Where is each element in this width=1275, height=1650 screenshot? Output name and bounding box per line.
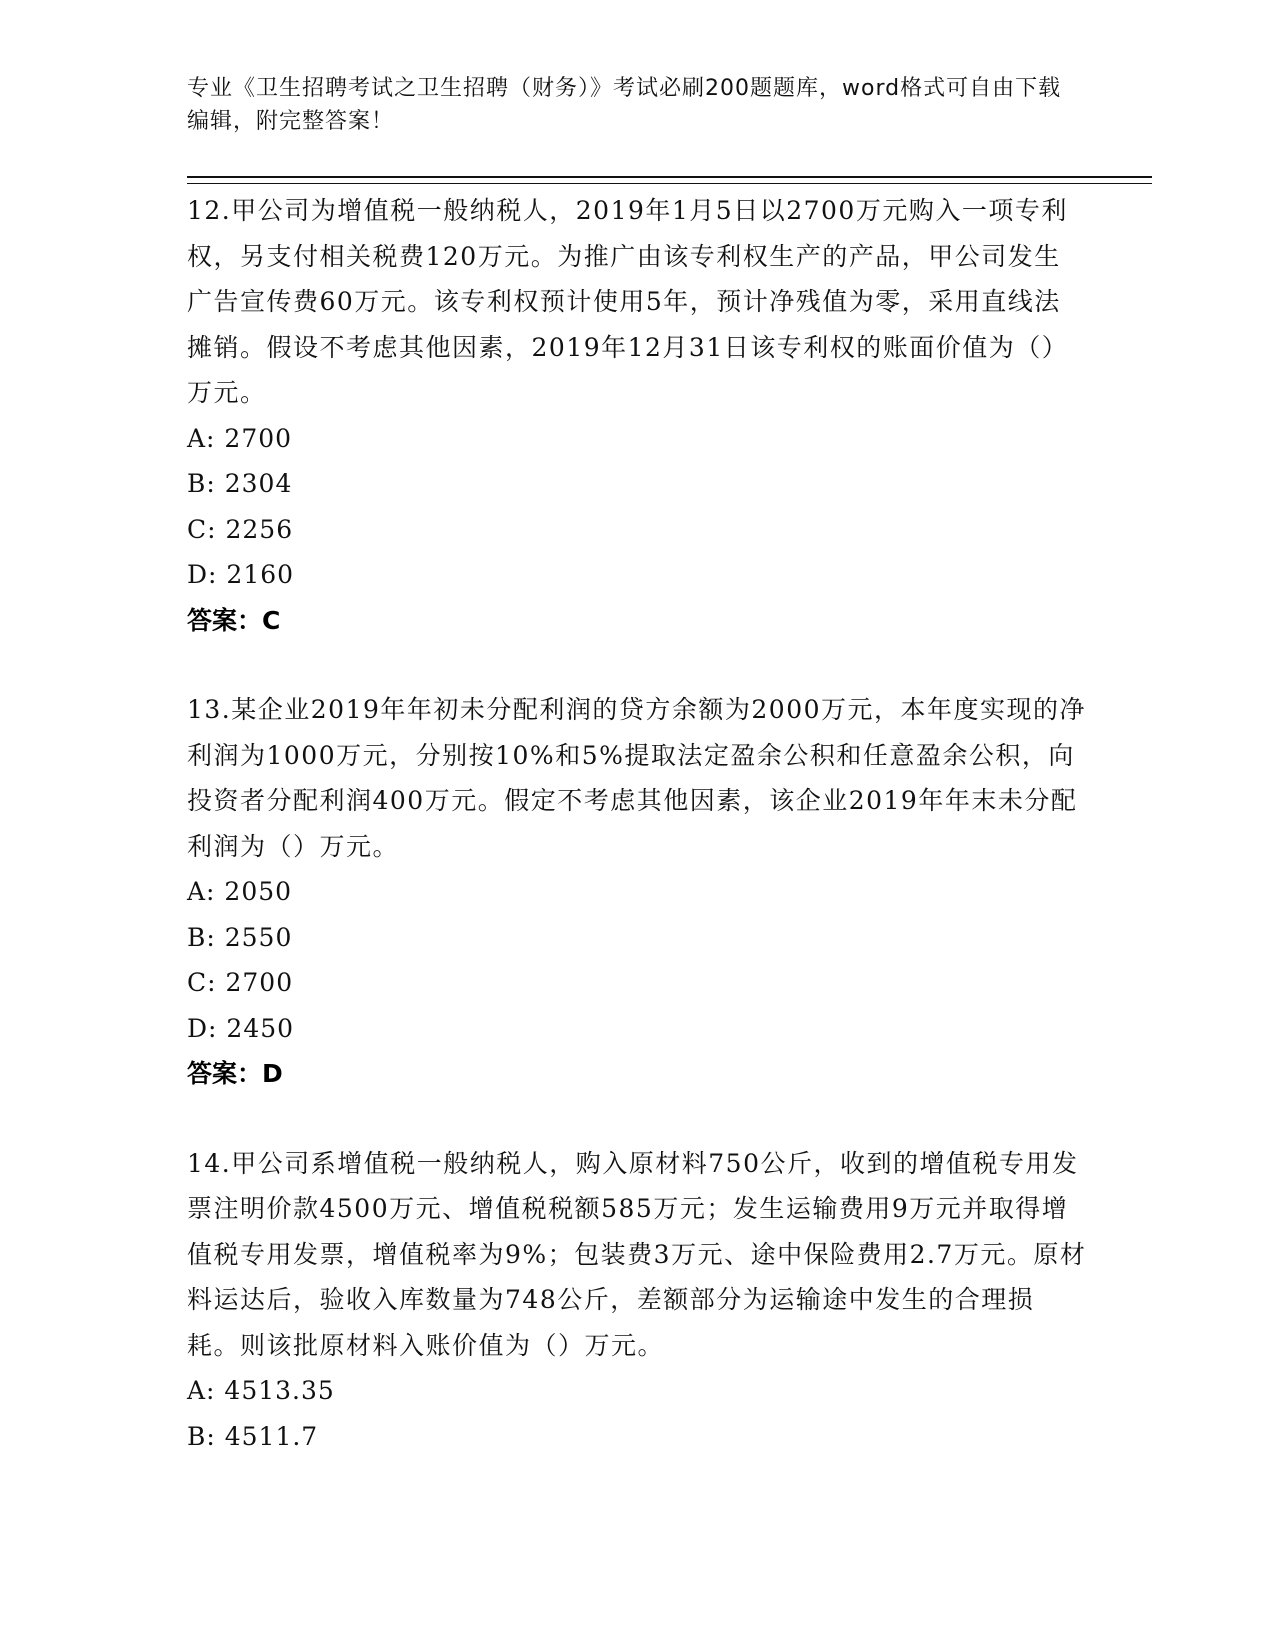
answer-label: 答案：D: [187, 1059, 283, 1088]
question-list: [187, 188, 1087, 1503]
question-13: [187, 687, 1087, 1097]
question-stem: 14.甲公司系增值税一般纳税人，购入原材料750公斤，收到的增值税专用发票注明价款4500万元、增值税税额585万元；发生运输费用9万元并取得增值税专用发票，增值税率为9%；包装费3万元、途中保险费用2.7万元。原材料运达后，验收入库数量为748公斤，差额部分为运输途中发生的合理损耗。则该批原材料入账价值为（）万元。: [187, 1148, 1087, 1360]
question-14: [187, 1141, 1087, 1460]
question-stem: 13.某企业2019年年初未分配利润的贷方余额为2000万元，本年度实现的净利润为1000万元，分别按10%和5%提取法定盈余公积和任意盈余公积，向投资者分配利润400万元。假定不考虑其他因素，该企业2019年年末未分配利润为（）万元。: [187, 695, 1087, 861]
answer-label: 答案：C: [187, 605, 281, 635]
question-stem: 12.甲公司为增值税一般纳税人，2019年1月5日以2700万元购入一项专利权，另支付相关税费120万元。为推广由该专利权生产的产品，甲公司发生广告宣传费60万元。该专利权预计使用5年，预计净残值为零，采用直线法摊销。假设不考虑其他因素，2019年12月31日该专利权的账面价值为（）万元。: [187, 196, 1069, 407]
header-divider-thin: [187, 183, 1152, 184]
question-12: [187, 188, 1087, 643]
option-c: C: 2700: [187, 968, 294, 997]
option-a: A: 4513.35: [187, 1376, 335, 1405]
header-divider-thick: [187, 176, 1152, 178]
option-d: D: 2160: [187, 560, 295, 589]
option-b: B: 4511.7: [187, 1421, 319, 1451]
option-b: B: 2550: [187, 922, 293, 952]
option-c: C: 2256: [187, 514, 294, 544]
option-b: B: 2304: [187, 469, 293, 498]
option-a: A: 2700: [187, 423, 293, 453]
option-d: D: 2450: [187, 1013, 295, 1043]
document-header: 专业《卫生招聘考试之卫生招聘（财务）》考试必刷200题题库，word格式可自由下载编辑，附完整答案！: [187, 76, 1062, 134]
option-a: A: 2050: [187, 877, 293, 906]
